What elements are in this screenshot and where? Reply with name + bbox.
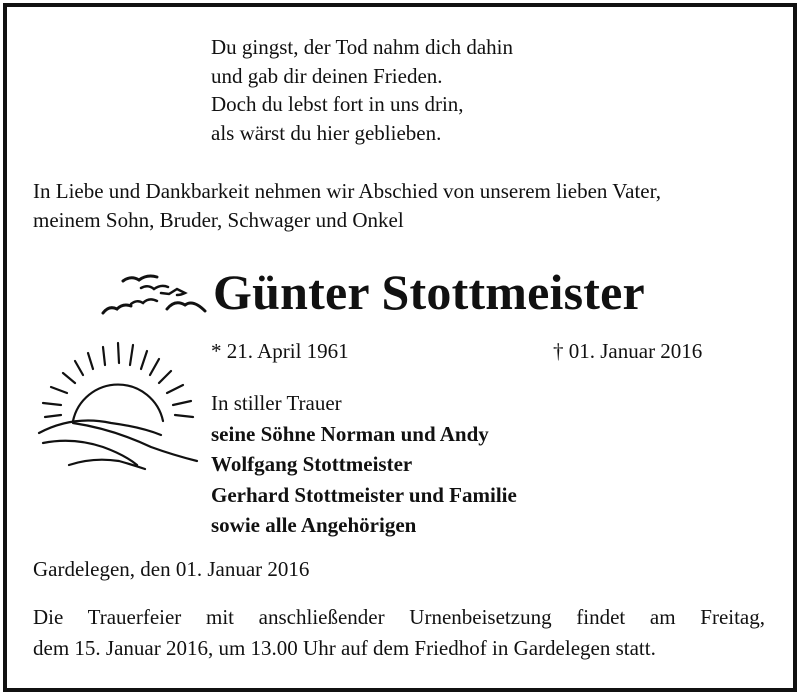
mourner-line: sowie alle Angehörigen	[211, 513, 417, 537]
intro-line: meinem Sohn, Bruder, Schwager und Onkel	[33, 207, 404, 232]
sunset-icon	[33, 337, 203, 477]
intro-text	[33, 177, 661, 234]
poem-line: und gab dir deinen Frieden.	[211, 63, 443, 88]
death-date: † 01. Januar 2016	[553, 339, 703, 363]
obituary-card	[3, 3, 797, 692]
poem	[211, 33, 513, 147]
mourners	[211, 389, 517, 542]
poem-line: Doch du lebst fort in uns drin,	[211, 92, 464, 116]
poem-line: als wärst du hier geblieben.	[211, 120, 442, 145]
funeral-line: dem 15. Januar 2016, um 13.00 Uhr auf dem Friedhof in Gardelegen statt.	[33, 636, 656, 660]
mourners-heading: In stiller Trauer	[211, 391, 342, 415]
birds-icon	[101, 271, 211, 321]
deceased-name: Günter Stottmeister	[213, 264, 645, 320]
funeral-line: Die Trauerfeier mit anschließender Urnenbeisetzung findet am Freitag,	[33, 605, 765, 629]
birth-date: * 21. April 1961	[211, 339, 349, 363]
mourner-line: Wolfgang Stottmeister	[211, 452, 413, 476]
poem-line: Du gingst, der Tod nahm dich dahin	[211, 35, 514, 59]
funeral-notice	[33, 603, 765, 665]
mourner-line: seine Söhne Norman und Andy	[211, 421, 489, 446]
intro-line: In Liebe und Dankbarkeit nehmen wir Abschied von unserem lieben Vater,	[33, 179, 662, 203]
place-date: Gardelegen, den 01. Januar 2016	[33, 557, 310, 581]
mourner-line: Gerhard Stottmeister und Familie	[211, 482, 517, 507]
